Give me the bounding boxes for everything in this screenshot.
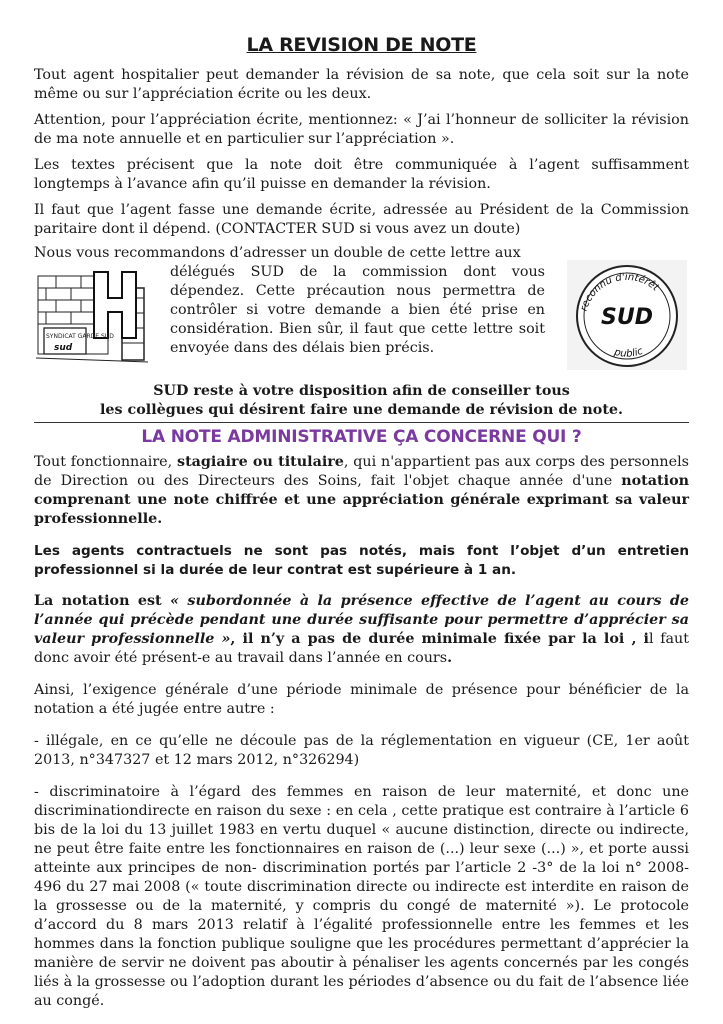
paragraph-2: Attention, pour l’appréciation écrite, mentionnez: « J’ai l’honneur de solliciter la révision de ma note annuelle et en particulier sur l’appréciation ». bbox=[34, 112, 689, 147]
paragraph-fonctionnaire: Tout fonctionnaire, stagiaire ou titulaire, qui n'appartient pas aux corps des personnels de Direction ou des Directeurs des Soins, fait l'objet chaque année d'une notation comprenant une note chiffrée et une appréciation générale exprimant sa valeur professionnelle. bbox=[34, 454, 690, 527]
paragraph-notation: La notation est « subordonnée à la présence effective de l’agent au cours de l’année qui précède pendant une durée suffisante pour permettre d’apprécier sa valeur professionnelle », il n’y a pas de durée minimale fixée par la loi , il faut donc avoir été présent-e au travail dans l’année en cours. bbox=[34, 593, 689, 666]
union-office-illustration bbox=[36, 268, 148, 366]
stamp-center-text: SUD bbox=[601, 305, 653, 330]
section-divider bbox=[34, 422, 689, 423]
bold-note-line-2: les collègues qui désirent faire une demande de révision de note. bbox=[99, 402, 623, 418]
svg-text:sud: sud bbox=[54, 343, 73, 353]
illustration-plaque-text: SYNDICAT GARDE SUD bbox=[46, 333, 114, 340]
document-page bbox=[34, 34, 689, 1018]
paragraph-5-rest: délégués SUD de la commission dont vous dépendez. Cette précaution nous permettra de contrôler si votre demande a bien été prise en considération. Bien sûr, il faut que cette lettre soit envoyée dans des délais bien précis. bbox=[170, 264, 545, 356]
paragraph-ainsi: Ainsi, l’exigence générale d’une période minimale de présence pour bénéficier de la notation a été jugée entre autre : bbox=[34, 682, 689, 717]
paragraph-4: Il faut que l’agent fasse une demande écrite, adressée au Président de la Commission paritaire dont il dépend. (CONTACTER SUD si vous avez un doute) bbox=[34, 202, 689, 237]
section-title-revision: LA REVISION DE NOTE bbox=[246, 34, 477, 56]
paragraph-contractuels: Les agents contractuels ne sont pas notés, mais font l’objet d’un entretien professionnel si la durée de leur contrat est supérieure à 1 an. bbox=[34, 543, 689, 578]
bold-note-line-1: SUD reste à votre disposition afin de conseiller tous bbox=[153, 383, 570, 399]
section-title-concerne: LA NOTE ADMINISTRATIVE ÇA CONCERNE QUI ? bbox=[141, 427, 582, 447]
paragraph-illegale: - illégale, en ce qu’elle ne découle pas de la réglementation en vigueur (CE, 1er août 2013, n°347327 et 12 mars 2012, n°326294) bbox=[34, 733, 689, 768]
paragraph-1: Tout agent hospitalier peut demander la révision de sa note, que cela soit sur la note même ou sur l’appréciation écrite ou les deux. bbox=[34, 67, 689, 102]
paragraph-3: Les textes précisent que la note doit être communiquée à l’agent suffisamment longtemps à l’avance afin qu’il puisse en demander la révision. bbox=[34, 157, 689, 192]
figure-paragraph-block bbox=[34, 244, 689, 382]
paragraph-5-first-line: Nous vous recommandons d’adresser un double de cette lettre aux bbox=[34, 245, 521, 261]
svg-text:public: public bbox=[613, 345, 645, 360]
sud-stamp-logo bbox=[567, 260, 687, 370]
svg-text:reconnu d'intérêt: reconnu d'intérêt bbox=[578, 271, 661, 313]
paragraph-discriminatoire: - discriminatoire à l’égard des femmes en raison de leur maternité, et donc une discriminationdirecte en raison du sexe : en cela , cette pratique est contraire à l’article 6 bis de la loi du 13 juillet 1983 en vertu duquel « aucune distinction, directe ou indirecte, ne peut être faite entre les fonctionnaires en raison de (...) leur sexe (...) », et porte aussi atteinte aux principes de non- discrimination portés par l’article 2 -3° de la loi n° 2008-496 du 27 mai 2008 (« toute discrimination directe ou indirecte est interdite en raison de la grossesse ou de la maternité, y compris du congé de maternité »). Le protocole d’accord du 8 mars 2013 relatif à l’égalité professionnelle entre les femmes et les hommes dans la fonction publique souligne que les procédures permettant d’apprécier la manière de servir ne doivent pas aboutir à pénaliser les agents concernés par les congés liés à la grossesse ou l’adoption durant les périodes d’absence ou du fait de l’absence liée au congé. bbox=[34, 784, 689, 1009]
